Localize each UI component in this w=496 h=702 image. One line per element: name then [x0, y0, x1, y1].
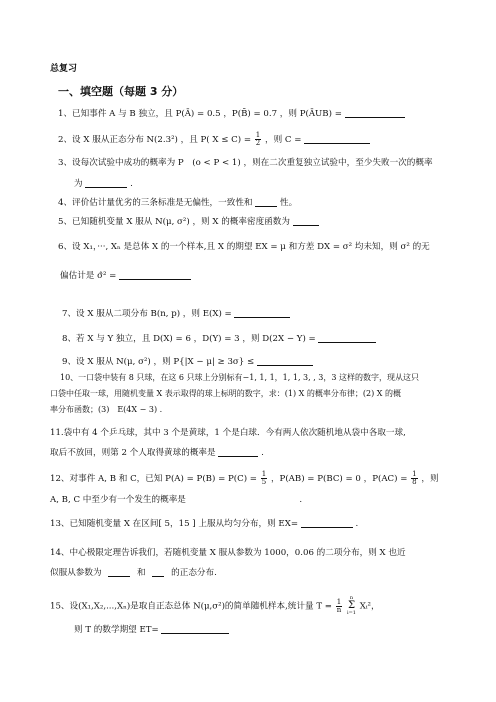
question-4-text: 4、评价估计量优劣的三条标准是无偏性，一致性和: [58, 198, 253, 208]
fraction-numerator: 1: [336, 597, 342, 606]
question-5: [58, 216, 319, 228]
question-8-text: 8、若 X 与 Y 独立，且 D(X) = 6 ，D(Y) = 3 ，则 D(2X − Y) =: [62, 334, 316, 344]
question-14-and: 和: [137, 568, 146, 578]
question-14-line-1: 14、中心极限定理告诉我们，若随机变量 X 服从参数为 1000，0.06 的二项分布，则 X 也近: [50, 548, 406, 558]
question-12-post: ，则: [421, 474, 439, 484]
answer-blank-8[interactable]: [318, 333, 376, 343]
question-4: [58, 197, 297, 209]
question-10-line-3: 率分布函数；(3) E(4X − 3) .: [50, 405, 163, 414]
question-9-text: 9、设 X 服从 N(μ, σ²) ，则 P{|X − μ| ≥ 3σ} ≤: [62, 357, 255, 367]
answer-blank-7[interactable]: [234, 308, 290, 318]
fraction-numerator: 1: [255, 131, 261, 139]
question-3-prefix: 为: [74, 179, 83, 189]
fraction-denominator: 8: [412, 478, 417, 486]
question-12-mid: ，P(AB) = P(BC) = 0 ，P(AC) =: [270, 474, 408, 484]
answer-blank-14b[interactable]: [152, 567, 164, 577]
fraction-denominator: n: [336, 605, 342, 614]
question-2-pre: 2、设 X 服从正态分布 N(2.3²) ，且 P( X ≤ C) =: [58, 135, 252, 145]
question-9: [62, 356, 313, 368]
question-8: [62, 333, 376, 345]
answer-blank-4[interactable]: [255, 197, 277, 207]
fraction-one-half: [255, 132, 261, 147]
fraction-denominator: 2: [255, 139, 261, 147]
answer-blank-13[interactable]: [301, 518, 353, 528]
question-11-text: 取后不放回，则第 2 个人取得黄球的概率是: [50, 448, 216, 458]
question-7-text: 7、设 X 服从二项分布 B(n, p) ，则 E(X) =: [62, 309, 232, 319]
page-heading: 总复习: [50, 64, 78, 74]
question-15-text: 则 T 的数学期望 ET=: [74, 625, 159, 635]
fraction-denominator: 5: [261, 478, 267, 486]
fraction-numerator: 1: [261, 470, 267, 478]
answer-blank-6[interactable]: [119, 270, 191, 280]
question-14-line-2: [50, 567, 217, 579]
fraction-one-eighth: [411, 471, 417, 486]
question-6-prefix: 偏估计是 σ̂² =: [60, 271, 117, 281]
question-12-line-2: [50, 495, 302, 506]
question-1-text: 1、已知事件 A 与 B 独立，且 P(Ā) = 0.5 ，P(B̄) = 0.7 ，则 P(ĀUB) =: [58, 109, 342, 119]
answer-blank-2[interactable]: [304, 134, 370, 144]
question-14-prefix: 似服从参数为: [50, 568, 102, 578]
answer-blank-14a[interactable]: [108, 567, 130, 577]
question-15-line-2: [74, 624, 229, 636]
question-5-text: 5、已知随机变量 X 服从 N(μ, σ²) ，则 X 的概率密度函数为: [58, 217, 290, 227]
question-2-post: ，则 C =: [264, 135, 302, 145]
sigma-icon: Σ: [347, 600, 356, 611]
answer-blank-1[interactable]: [345, 108, 405, 118]
question-12-pre: 12、对事件 A, B 和 C，已知 P(A) = P(B) = P(C) =: [50, 474, 257, 484]
question-15-line-1: [50, 596, 380, 616]
fraction-numerator: 1: [412, 470, 417, 478]
question-6-line-2: [60, 270, 191, 282]
summation-symbol: [347, 596, 356, 616]
question-3-line-1: 3、设每次试验中成功的概率为 P (ο < P < 1) ，则在二次重复独立试验中，至少失败一次的概率: [58, 158, 433, 168]
question-12-line-1: [50, 471, 439, 486]
question-15-post: Xᵢ²，: [359, 601, 380, 612]
answer-blank-15[interactable]: [161, 624, 229, 634]
question-4-suffix: 性。: [280, 198, 298, 208]
question-15-pre: 15、设(X₁,X₂,...,Xₙ)是取自正态总体 N(μ,σ²)的简单随机样本,统计量 T =: [50, 601, 332, 612]
question-11-line-1: 11.袋中有 4 个乒乓球，其中 3 个是黄球，1 个是白球．今有两人依次随机地从袋中各取一球,: [50, 428, 406, 438]
answer-blank-5[interactable]: [293, 216, 319, 226]
section-title: 一、填空题（每题 3 分）: [58, 85, 184, 98]
question-10-line-2: 口袋中任取一球，用随机变量 X 表示取得的球上标明的数字，求：(1) X 的概率分布律；(2) X 的概: [50, 389, 402, 398]
question-1: [58, 108, 405, 120]
question-11-suffix: .: [261, 448, 264, 458]
question-7: [62, 308, 290, 320]
question-11-line-2: [50, 447, 264, 459]
answer-blank-3[interactable]: [85, 178, 127, 188]
question-13: [50, 518, 358, 530]
question-12-text: A, B, C 中至少有一个发生的概率是: [50, 495, 186, 505]
question-12-suffix: .: [299, 495, 303, 505]
question-2: [58, 132, 370, 147]
question-6-line-1: 6、设 X₁，···, Xₙ 是总体 X 的一个样本,且 X 的期望 EX = μ 和方差 DX = σ² 均未知，则 σ² 的无: [58, 242, 430, 252]
question-3-suffix: .: [130, 179, 133, 189]
sum-lower-limit: i=1: [346, 610, 356, 616]
question-3-line-2: [74, 178, 133, 190]
question-14-suffix: 的正态分布.: [171, 568, 217, 578]
question-13-text: 13、已知随机变量 X 在区间[ 5，15 ] 上服从均匀分布，则 EX=: [50, 519, 299, 529]
fraction-one-over-n: [336, 599, 343, 614]
question-10-line-1: 10、一口袋中装有 8 只球，在这 6 只球上分别标有−1, 1, 1，1, 1, 3, , 3，3 这样的数字，现从这只: [60, 373, 420, 382]
answer-blank-9[interactable]: [257, 356, 313, 366]
answer-blank-11[interactable]: [218, 447, 258, 457]
sum-upper-limit: n: [349, 595, 354, 601]
question-13-suffix: .: [355, 519, 359, 529]
fraction-one-fifth: [261, 471, 267, 486]
